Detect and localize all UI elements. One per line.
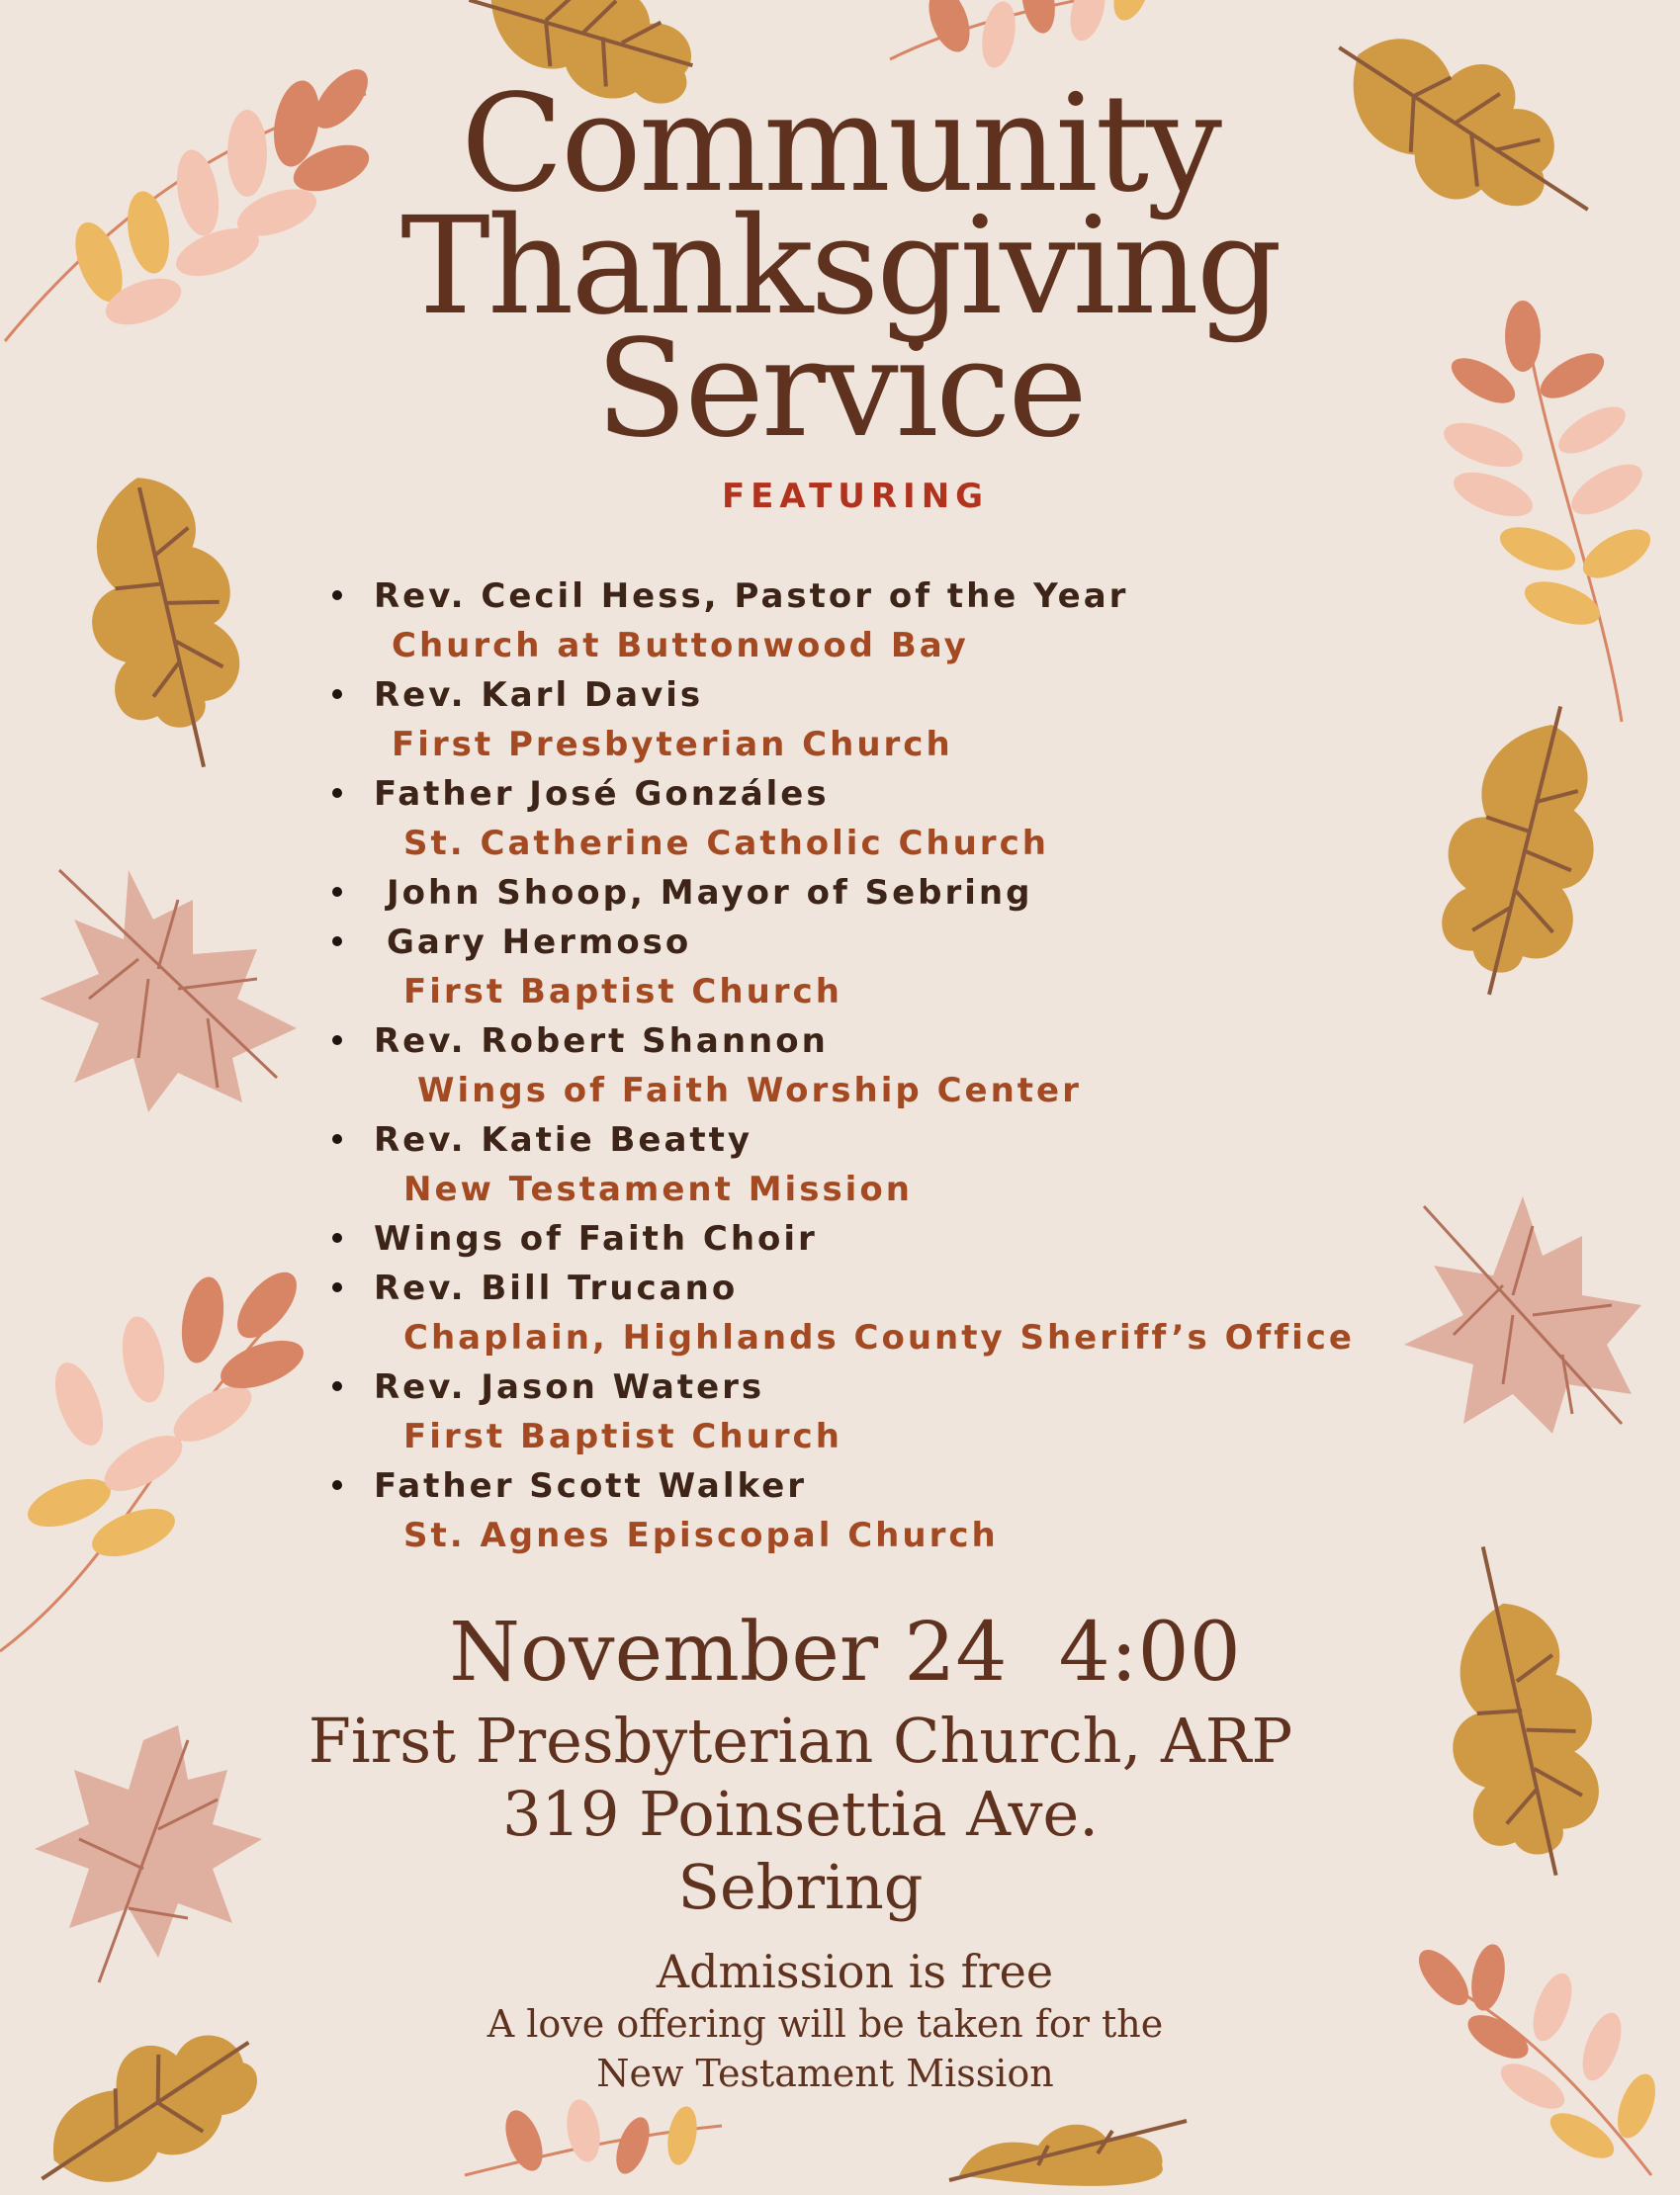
- bullet-icon: [332, 887, 342, 897]
- participant-name: Rev. Jason Waters: [332, 1362, 1355, 1412]
- participant-name: Rev. Bill Trucano: [332, 1264, 1355, 1313]
- participant-name: Rev. Cecil Hess, Pastor of the Year: [332, 571, 1355, 621]
- participant-organization: Chaplain, Highlands County Sheriff’s Office: [403, 1318, 1355, 1358]
- venue-address: 319 Poinsettia Ave.: [502, 1778, 1099, 1850]
- bullet-icon: [332, 1035, 342, 1045]
- event-details: [0, 1602, 1680, 2098]
- participant-organization: First Baptist Church: [403, 1417, 842, 1456]
- oak-leaf-icon: [1434, 702, 1612, 1018]
- bullet-icon: [332, 1480, 342, 1490]
- bullet-icon: [332, 1381, 342, 1391]
- participant-name: Father José Gonzáles: [332, 769, 1355, 819]
- offering-note: New Testament Mission: [596, 2052, 1054, 2095]
- oak-leaf-icon: [949, 2096, 1187, 2195]
- participant-organization: Wings of Faith Worship Center: [417, 1071, 1082, 1110]
- admission-note: Admission is free: [656, 1945, 1054, 1998]
- title-line: Thanksgiving: [400, 189, 1280, 345]
- participant-name: Gary Hermoso: [332, 918, 1355, 967]
- bullet-icon: [332, 1233, 342, 1243]
- venue-city: Sebring: [677, 1851, 924, 1923]
- leafy-branch-icon: [465, 2086, 722, 2185]
- featuring-heading: FEATURING: [721, 477, 990, 516]
- participant-name: Rev. Robert Shannon: [332, 1016, 1355, 1066]
- bullet-icon: [332, 936, 342, 946]
- participant-name: Father Scott Walker: [332, 1461, 1355, 1511]
- participant-organization: St. Catherine Catholic Church: [403, 824, 1049, 863]
- participant-organization: Church at Buttonwood Bay: [392, 626, 969, 665]
- participant-name: Wings of Faith Choir: [332, 1214, 1355, 1264]
- bullet-icon: [332, 1134, 342, 1144]
- participant-list: [332, 571, 1355, 1560]
- participant-name: Rev. Katie Beatty: [332, 1115, 1355, 1165]
- maple-leaf-icon: [1394, 1186, 1651, 1444]
- participant-organization: St. Agnes Episcopal Church: [403, 1516, 999, 1555]
- bullet-icon: [332, 689, 342, 699]
- venue-name: First Presbyterian Church, ARP: [308, 1705, 1293, 1777]
- event-date-time: November 24 4:00: [449, 1606, 1241, 1700]
- title-line: Service: [595, 311, 1085, 468]
- participant-organization: New Testament Mission: [403, 1170, 913, 1209]
- bullet-icon: [332, 788, 342, 798]
- maple-leaf-icon: [30, 860, 307, 1117]
- title-line: Community: [460, 66, 1220, 222]
- participant-organization: First Presbyterian Church: [392, 725, 953, 764]
- offering-note: A love offering will be taken for the: [486, 2002, 1164, 2046]
- participant-name: John Shoop, Mayor of Sebring: [332, 868, 1355, 918]
- participant-name: Rev. Karl Davis: [332, 670, 1355, 720]
- bullet-icon: [332, 590, 342, 600]
- flyer-title: [0, 66, 1680, 468]
- bullet-icon: [332, 1282, 342, 1292]
- participant-organization: First Baptist Church: [403, 972, 842, 1011]
